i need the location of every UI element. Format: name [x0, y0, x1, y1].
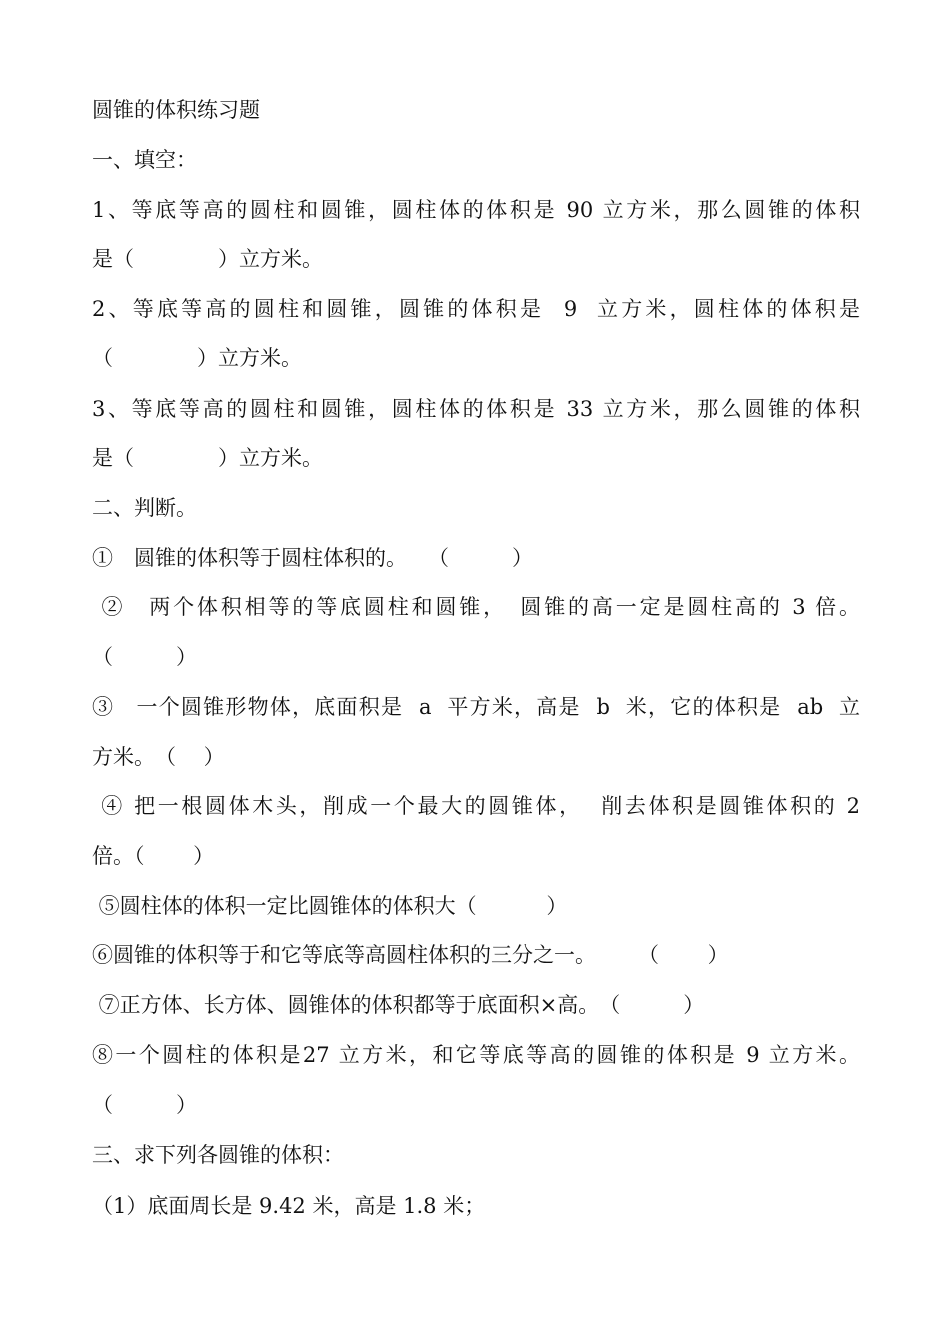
judgment-3-line-1: ③ 一个圆锥形物体，底面积是 a 平方米，高是 b 米，它的体积是 ab 立 — [92, 695, 860, 719]
section-heading-compute-volume: 三、求下列各圆锥的体积： — [92, 1143, 344, 1167]
question-3-line-2: 是（ ）立方米。 — [92, 446, 323, 470]
question-2-line-1: 2、等底等高的圆柱和圆锥，圆锥的体积是 9 立方米，圆柱体的体积是 — [92, 297, 860, 321]
judgment-3-line-2: 方米。 （ ） — [92, 745, 225, 769]
judgment-4-line-2: 倍。（ ） — [92, 844, 215, 868]
judgment-8-line-1: ⑧一个圆柱的体积是27 立方米，和它等底等高的圆锥的体积是 9 立方米。 — [92, 1043, 860, 1067]
document-title: 圆锥的体积练习题 — [92, 98, 260, 122]
judgment-4-line-1: ④ 把一根圆体木头，削成一个最大的圆锥体， 削去体积是圆锥体积的 2 — [92, 794, 860, 818]
question-1-line-2: 是（ ）立方米。 — [92, 247, 323, 271]
judgment-8-line-2: （ ） — [92, 1093, 197, 1117]
section-heading-fill-in: 一、填空： — [92, 148, 197, 172]
judgment-6: ⑥圆锥的体积等于和它等底等高圆柱体积的三分之一。 （ ） — [92, 943, 729, 967]
judgment-2-line-1: ② 两个体积相等的等底圆柱和圆锥， 圆锥的高一定是圆柱高的 3 倍。 — [92, 595, 860, 619]
question-3-line-1: 3、等底等高的圆柱和圆锥，圆柱体的体积是 33 立方米，那么圆锥的体积 — [92, 397, 860, 421]
judgment-2-line-2: （ ） — [92, 645, 197, 669]
problem-1: （1）底面周长是 9.42 米，高是 1.8 米； — [92, 1194, 486, 1218]
question-1-line-1: 1、等底等高的圆柱和圆锥，圆柱体的体积是 90 立方米，那么圆锥的体积 — [92, 198, 860, 222]
judgment-5: ⑤圆柱体的体积一定比圆锥体的体积大（ ） — [92, 894, 568, 918]
judgment-7: ⑦正方体、长方体、圆锥体的体积都等于底面积×高。 （ ） — [92, 993, 705, 1017]
judgment-1: ① 圆锥的体积等于圆柱体积的。 （ ） — [92, 546, 533, 570]
section-heading-true-false: 二、判断。 — [92, 496, 197, 520]
question-2-line-2: （ ）立方米。 — [92, 346, 302, 370]
